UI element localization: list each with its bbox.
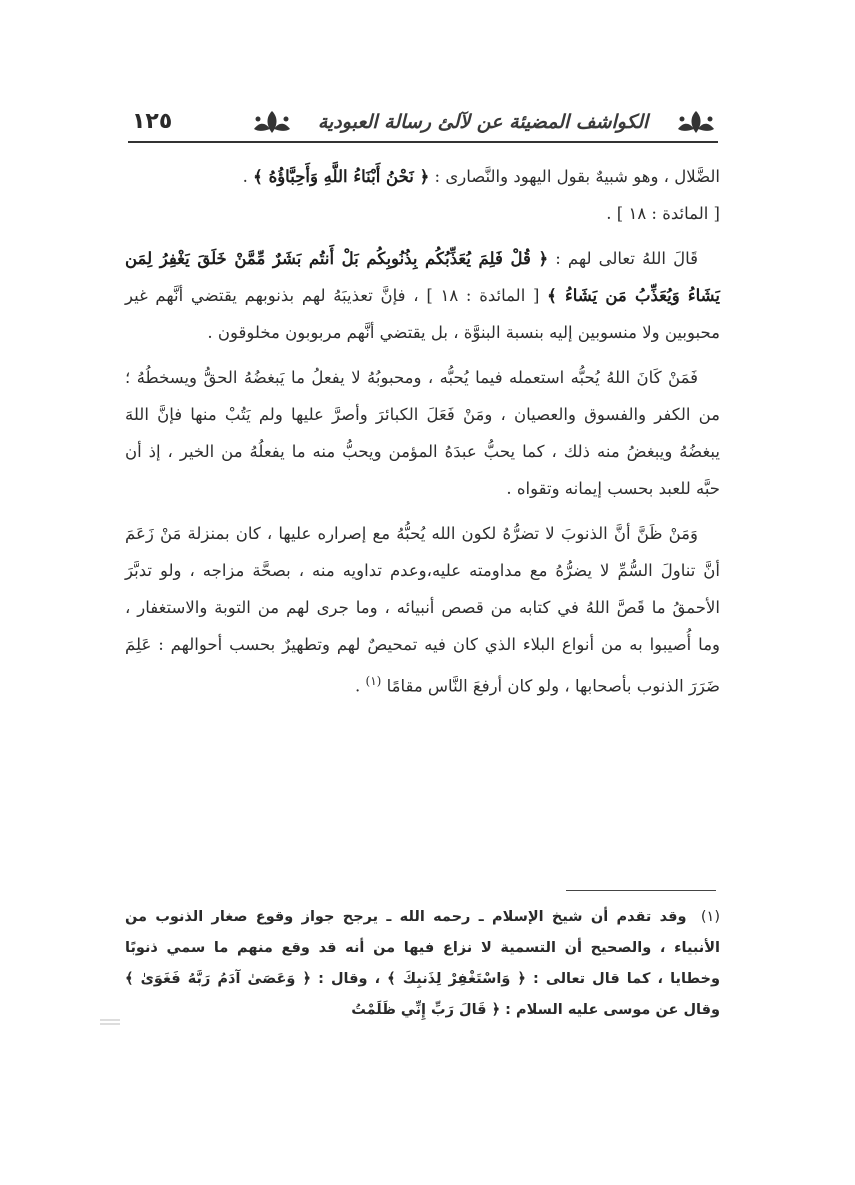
footnote [125, 902, 720, 1026]
paragraph-2-start: قَالَ اللهُ تعالى لهم : [555, 249, 698, 268]
page-edge-mark [100, 1018, 120, 1026]
footnote-divider [566, 890, 716, 891]
paragraph-2-rest: [ المائدة : ١٨ ] ، فإنَّ تعذيبَهُ لهم بذنوبهم يقتضي أنَّهم غير محبوبين ولا منسوبين إليه بنسبة البنوَّة ، بل يقتضي أنَّهم مربوبون مخلوقون . [125, 286, 720, 342]
quran-verse: ﴿ قُلْ فَلِمَ يُعَذِّبُكُم بِذُنُوبِكُم بَلْ أَنتُم بَشَرٌ مِّمَّنْ خَلَقَ يَغْفِرُ لِمَن يَشَاءُ وَيُعَذِّبُ مَن يَشَاءُ ﴾ [125, 249, 720, 305]
verse-reference: [ المائدة : ١٨ ] . [606, 204, 720, 223]
paragraph-3: فَمَنْ كَانَ اللهُ يُحبُّه استعمله فيما يُحبُّه ، ومحبوبُهُ لا يفعلُ ما يَبغضُهُ الحقُّ ويسخطُهُ ؛ من الكفر والفسوق والعصيان ، ومَنْ فَعَلَ الكبائرَ وأصرَّ عليها ولم يَتُبْ منها فإنَّ اللهَ يبغضُهُ ويبغضُ منه ذلك ، كما يحبُّ عبدَهُ المؤمن ويحبُّ منه ما يفعلُهُ من الخير ، إذ أن حبَّه للعبد بحسب إيمانه وتقواه . [125, 368, 720, 498]
header-title: الكواشف المضيئة عن لآلئ رسالة العبودية [317, 111, 649, 133]
quran-verse: ﴿ نَحْنُ أَبْنَاءُ اللَّهِ وَأَحِبَّاؤُهُ ﴾ [253, 167, 430, 186]
paragraph-2 [125, 240, 720, 351]
footnote-text: وقد تقدم أن شيخ الإسلام ـ رحمه الله ـ يرجح جواز وقوع صغار الذنوب من الأنبياء ، والصحيح أن التسمية لا نزاع فيها من أنه قد وقع منهم ما سمي ذنوبًا وخطايا ، كما قال تعالى : ﴿ وَاسْتَغْفِرْ لِذَنبِكَ ﴾ ، وقال : ﴿ وَعَصَىٰ آدَمُ رَبَّهُ فَغَوَىٰ ﴾ وقال عن موسى عليه السلام : ﴿ قَالَ رَبِّ إِنِّي ظَلَمْتُ [125, 909, 720, 1018]
page-number: ١٢٥ [132, 109, 173, 134]
paragraph-1 [125, 158, 720, 195]
footnote-marker: (١) [365, 674, 382, 688]
running-header [128, 105, 718, 145]
paragraph-4-text: وَمَنْ ظَنَّ أنَّ الذنوبَ لا تضرُّهُ لكون الله يُحبُّهُ مع إصراره عليها ، كان بمنزلة مَنْ زَعَمَ أنَّ تناولَ السُّمِّ لا يضرُّهُ مع مداومته عليه،وعدم تداويه منه ، بصحَّة مزاجه ، ولو تدبَّرَ الأحمقُ ما قَصَّ اللهُ في كتابه من قصص أنبيائه ، وما جرى لهم من التوبة والاستغفار ، وما أُصيبوا به من أنواع البلاء الذي كان فيه تمحيصٌ لهم وتطهيرٌ بحسب أحوالهم : عَلِمَ ضَرَرَ الذنوب بأصحابها ، ولو كان أرفعَ النَّاس مقامًا [125, 524, 721, 696]
paragraph-1-text: الضَّلال ، وهو شبيهٌ بقول اليهود والنَّصارى : [434, 167, 720, 186]
paragraph-4-end: . [355, 676, 361, 696]
main-text [125, 158, 720, 705]
floral-ornament-icon [674, 107, 718, 137]
footnote-number: (١) [700, 909, 720, 925]
paragraph-4 [125, 515, 720, 705]
paragraph-1-end: . [242, 167, 248, 186]
header-rule [128, 141, 718, 143]
